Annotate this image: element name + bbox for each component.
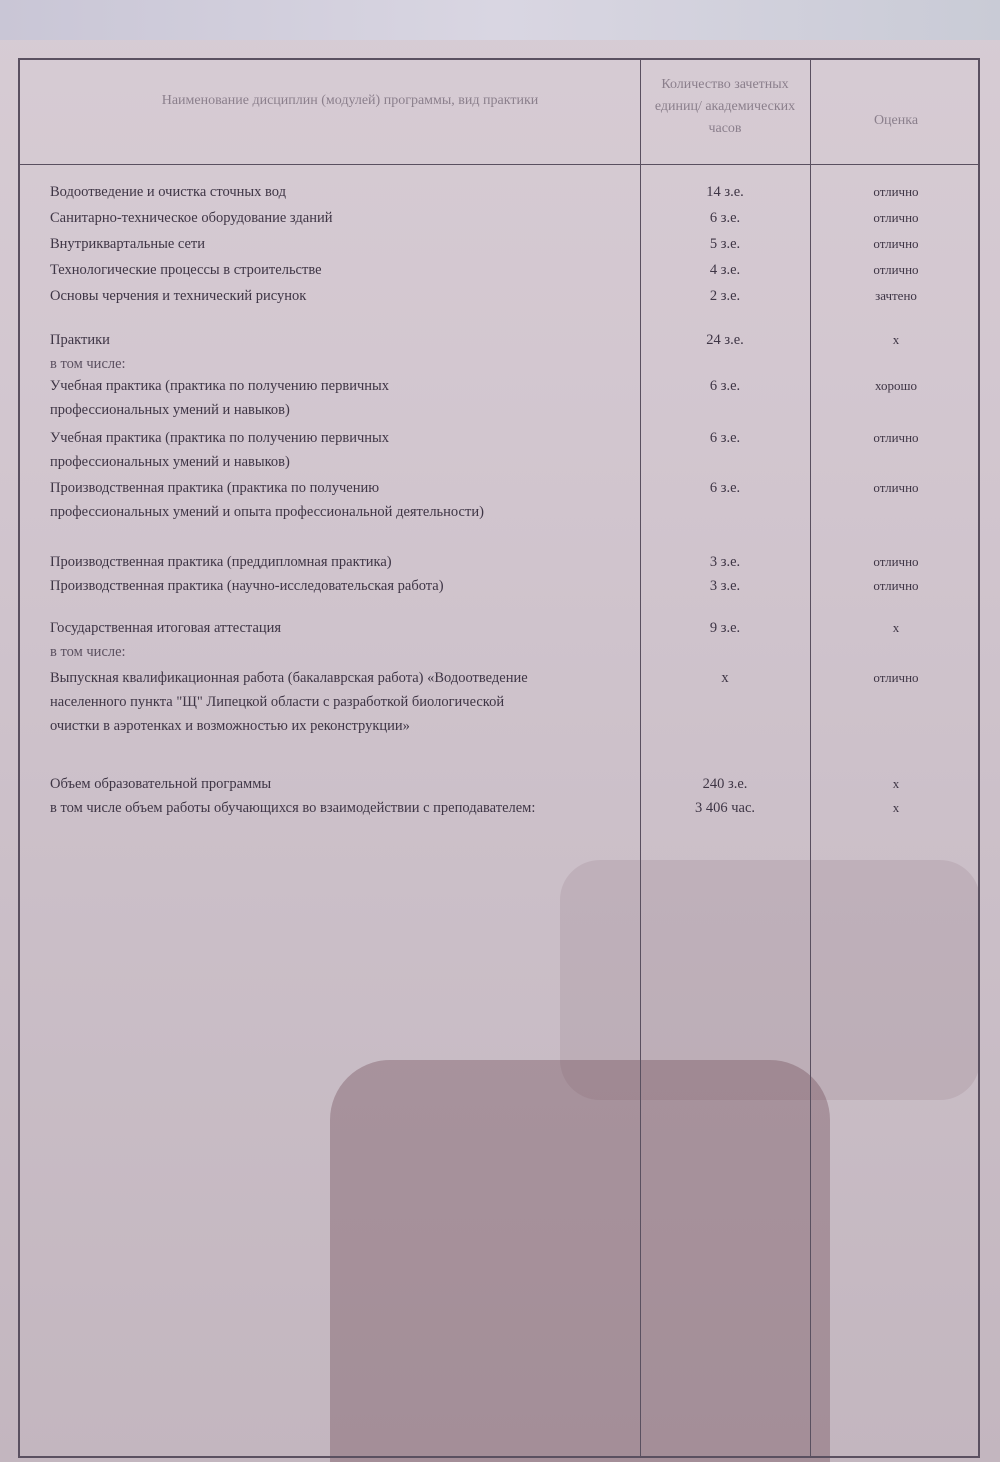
thesis-grade: отлично	[873, 670, 919, 685]
discipline-name: Водоотведение и очистка сточных вод	[50, 184, 286, 200]
discipline-credits: 4 з.е.	[709, 262, 741, 278]
grades-table	[18, 58, 980, 1458]
discipline-name: Основы черчения и технический рисунок	[50, 288, 307, 304]
discipline-credits: 14 з.е.	[706, 184, 744, 200]
discipline-name: Санитарно-техническое оборудование зданий	[50, 210, 333, 226]
practice-name: Производственная практика (преддипломная практика)	[50, 554, 392, 570]
practice-grade: отлично	[873, 480, 919, 495]
contact-hours-grade: х	[892, 800, 900, 815]
discipline-grade: отлично	[873, 262, 919, 277]
discipline-grade: отлично	[873, 236, 919, 251]
practice-name: Учебная практика (практика по получению первичных профессиональных умений и навыков)	[50, 430, 389, 470]
header-credits: Количество зачетных единиц/ академических часов	[654, 77, 796, 136]
practice-credits: 6 з.е.	[709, 378, 741, 394]
discipline-credits: 5 з.е.	[709, 236, 741, 252]
total-title: Объем образовательной программы	[50, 776, 272, 792]
practices-credits: 24 з.е.	[706, 332, 744, 348]
column-divider	[810, 60, 811, 1456]
header-grade: Оценка	[873, 113, 919, 128]
column-divider	[640, 60, 641, 1456]
practice-name: Производственная практика (научно-исследовательская работа)	[50, 578, 444, 594]
header-divider	[20, 164, 978, 165]
practices-title: Практики	[50, 332, 110, 348]
header-discipline-name: Наименование дисциплин (модулей) программы, вид практики	[161, 93, 539, 108]
thesis-name: Выпускная квалификационная работа (бакалаврская работа) «Водоотведение населенного пункта "Щ" Липецкой области с разработкой биологической очистки в аэротенках и возможностью их реконструкции»	[50, 670, 528, 734]
discipline-grade: зачтено	[875, 288, 917, 303]
practice-credits: 6 з.е.	[709, 430, 741, 446]
attestation-title: Государственная итоговая аттестация	[50, 620, 282, 636]
contact-hours-value: 3 406 час.	[694, 800, 756, 816]
practice-credits: 3 з.е.	[709, 578, 741, 594]
discipline-name: Внутриквартальные сети	[50, 236, 206, 252]
practice-name: Учебная практика (практика по получению первичных профессиональных умений и навыков)	[50, 378, 389, 418]
attestation-subtitle: в том числе:	[50, 644, 126, 660]
practice-credits: 6 з.е.	[709, 480, 741, 496]
practices-grade: х	[892, 332, 900, 347]
practice-grade: отлично	[873, 578, 919, 593]
discipline-credits: 6 з.е.	[709, 210, 741, 226]
practice-name: Производственная практика (практика по получению профессиональных умений и опыта профессиональной деятельности)	[50, 480, 484, 520]
attestation-credits: 9 з.е.	[709, 620, 741, 636]
practices-subtitle: в том числе:	[50, 356, 126, 372]
discipline-grade: отлично	[873, 210, 919, 225]
discipline-grade: отлично	[873, 184, 919, 199]
attestation-grade: х	[892, 620, 900, 635]
practice-grade: отлично	[873, 430, 919, 445]
discipline-name: Технологические процессы в строительстве	[50, 262, 322, 278]
top-edge-strip	[0, 0, 1000, 40]
contact-hours-label: в том числе объем работы обучающихся во взаимодействии с преподавателем:	[50, 800, 536, 816]
practice-grade: хорошо	[874, 378, 917, 393]
total-grade: х	[892, 776, 900, 791]
thesis-credits: х	[721, 670, 729, 686]
discipline-credits: 2 з.е.	[709, 288, 741, 304]
practice-credits: 3 з.е.	[709, 554, 741, 570]
practice-grade: отлично	[873, 554, 919, 569]
total-credits: 240 з.е.	[702, 776, 748, 792]
